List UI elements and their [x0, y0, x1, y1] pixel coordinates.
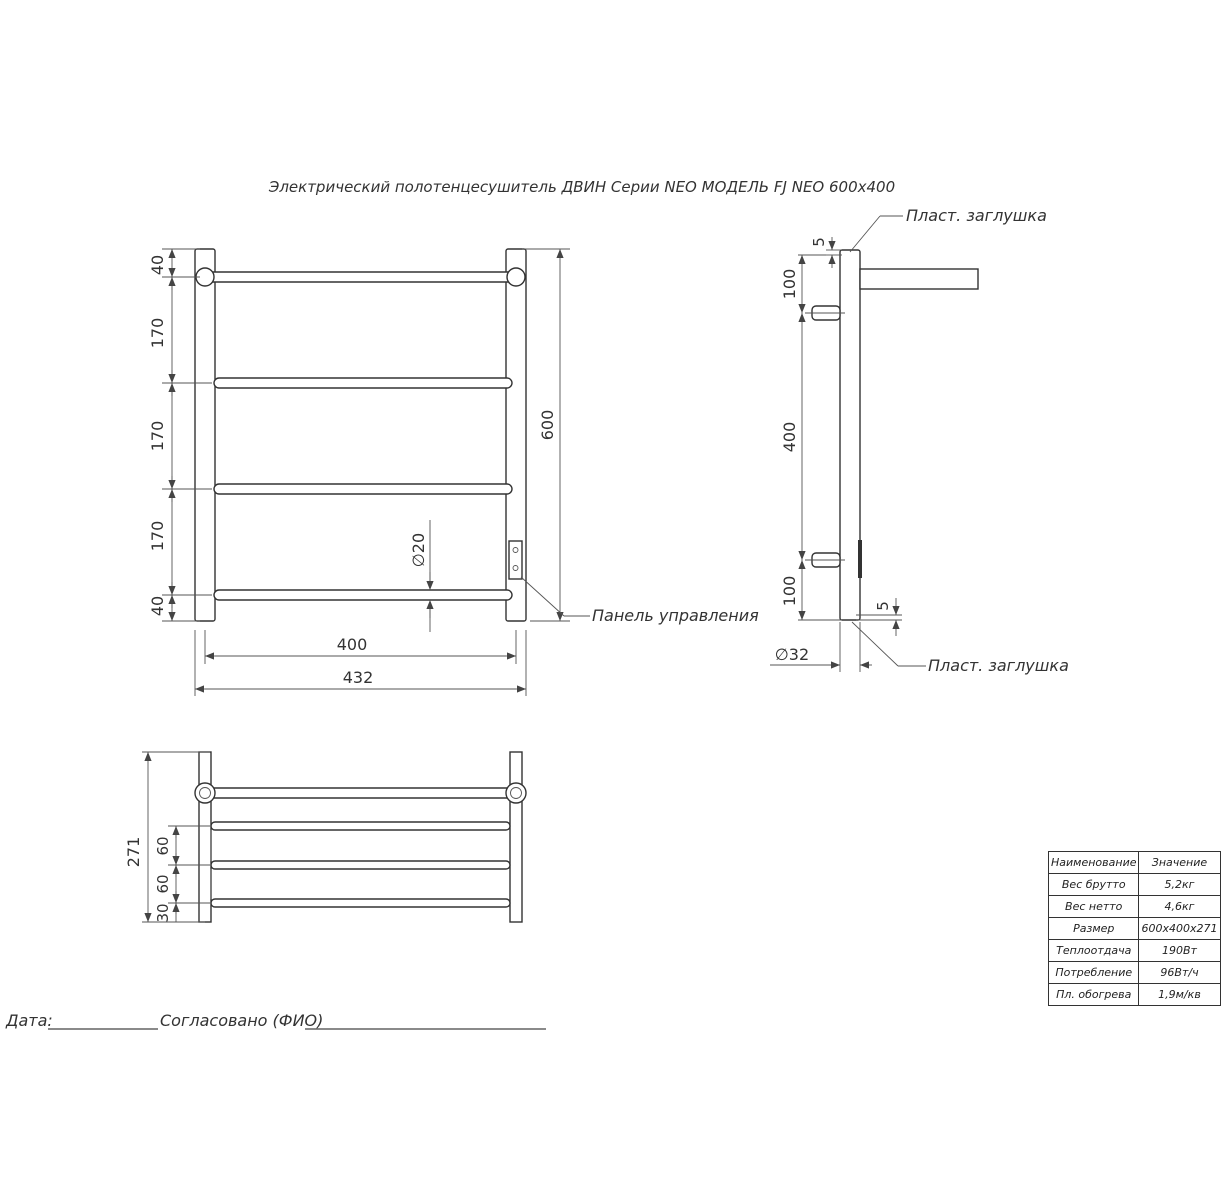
side-rail — [860, 269, 978, 289]
spec-header-name: Наименование — [1049, 852, 1139, 874]
approved-label: Согласовано (ФИО) — [160, 1011, 324, 1030]
dim-mount-spacing: 400 — [780, 421, 799, 453]
spec-label: Пл. обогрева — [1049, 984, 1139, 1006]
spec-row — [1049, 940, 1221, 962]
spec-label: Потребление — [1049, 962, 1139, 984]
signature-line — [5, 1011, 546, 1030]
date-label: Дата: — [6, 1011, 53, 1030]
spec-label: Вес брутто — [1049, 874, 1139, 896]
spec-value: 96Вт/ч — [1139, 962, 1220, 984]
spec-row — [1049, 918, 1221, 940]
dim-mount-bottom: 100 — [780, 575, 799, 607]
left-post — [195, 249, 215, 621]
dim-spacing-3: 170 — [148, 520, 167, 552]
dim-post-diameter: ∅32 — [774, 645, 810, 664]
top-rail-2 — [211, 822, 510, 830]
spec-header-value: Значение — [1139, 852, 1220, 874]
dim-cap-top: 5 — [810, 237, 828, 247]
dim-tube-diameter: ∅20 — [409, 532, 428, 568]
spec-value: 4,6кг — [1139, 896, 1220, 918]
dim-outer-width: 432 — [342, 668, 374, 687]
spec-header-row — [1049, 852, 1221, 874]
right-rail-end — [507, 268, 525, 286]
callout-bottom-cap: Пласт. заглушка — [928, 656, 1069, 675]
top-rail-4 — [211, 899, 510, 907]
dim-cap-bottom: 5 — [874, 601, 892, 611]
top-rail — [205, 272, 515, 282]
spec-value: 5,2кг — [1139, 874, 1220, 896]
side-view — [770, 206, 1069, 675]
top-left-bracket — [199, 752, 211, 922]
dim-step-3: 30 — [154, 903, 172, 923]
rail-2 — [214, 378, 512, 388]
top-view — [124, 752, 526, 923]
top-rail-3 — [211, 861, 510, 869]
rail-3 — [214, 484, 512, 494]
control-panel — [509, 541, 522, 579]
spec-value: 190Вт — [1139, 940, 1220, 962]
front-view — [148, 249, 759, 696]
spec-row — [1049, 962, 1221, 984]
side-post — [840, 250, 860, 620]
dim-step-2: 60 — [154, 874, 172, 894]
spec-label: Размер — [1049, 918, 1139, 940]
top-left-post — [195, 783, 215, 803]
top-right-bracket — [510, 752, 522, 922]
rail-4 — [214, 590, 512, 600]
spec-value: 600x400x271 — [1139, 918, 1220, 940]
side-control-panel — [858, 540, 862, 578]
spec-label: Вес нетто — [1049, 896, 1139, 918]
dim-depth: 271 — [124, 836, 143, 868]
spec-label: Теплоотдача — [1049, 940, 1139, 962]
dim-step-1: 60 — [154, 836, 172, 856]
dim-inner-width: 400 — [336, 635, 368, 654]
spec-value: 1,9м/кв — [1139, 984, 1220, 1006]
dim-top-gap: 40 — [148, 254, 167, 276]
spec-row — [1049, 984, 1221, 1006]
dim-bottom-gap: 40 — [148, 595, 167, 617]
dim-spacing-2: 170 — [148, 420, 167, 452]
callout-top-cap: Пласт. заглушка — [906, 206, 1047, 225]
callout-control-panel: Панель управления — [592, 606, 759, 625]
spec-row — [1049, 874, 1221, 896]
top-rail-line — [205, 788, 516, 798]
dim-spacing-1: 170 — [148, 317, 167, 349]
dim-height: 600 — [538, 409, 557, 441]
spec-table — [1048, 851, 1221, 1006]
drawing-title: Электрический полотенцесушитель ДВИН Серии NEO МОДЕЛЬ FJ NEO 600x400 — [268, 178, 896, 196]
dim-mount-top: 100 — [780, 268, 799, 300]
top-right-post — [506, 783, 526, 803]
spec-row — [1049, 896, 1221, 918]
